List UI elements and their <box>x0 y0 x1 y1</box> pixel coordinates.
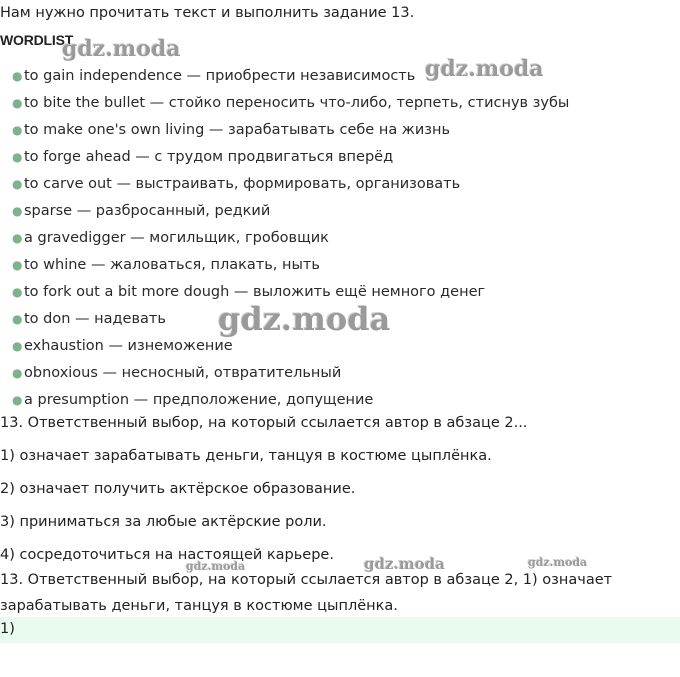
wordlist-item: ● to don — надевать <box>12 311 166 327</box>
intro-text: Нам нужно прочитать текст и выполнить задание 13. <box>0 5 415 21</box>
wordlist-item: ● a presumption — предположение, допущение <box>12 392 374 408</box>
watermark: gdz.moda <box>425 56 544 82</box>
answer-line-2: зарабатывать деньги, танцуя в костюме цыплёнка. <box>0 598 398 614</box>
wordlist-item: ● to bite the bullet — стойко переносить что-либо, терпеть, стиснув зубы <box>12 95 570 111</box>
answer-input[interactable] <box>0 617 680 643</box>
watermark: gdz.moda <box>218 300 391 338</box>
watermark: gdz.moda <box>364 555 445 573</box>
wordlist-item: ● to forge ahead — с трудом продвигаться вперёд <box>12 149 394 165</box>
bullet-icon: ● <box>12 204 23 218</box>
bullet-icon: ● <box>12 339 23 353</box>
answer-line-1: 13. Ответственный выбор, на который ссылается автор в абзаце 2, 1) означает <box>0 572 613 588</box>
wordlist <box>0 66 569 417</box>
bullet-icon: ● <box>12 150 23 164</box>
wordlist-item: ● to fork out a bit more dough — выложить ещё немного денег <box>12 284 486 300</box>
question-text: 13. Ответственный выбор, на который ссылается автор в абзаце 2... <box>0 415 528 431</box>
wordlist-item: ● obnoxious — несносный, отвратительный <box>12 365 342 381</box>
wordlist-item: ● to make one's own living — зарабатывать себе на жизнь <box>12 122 451 138</box>
bullet-icon: ● <box>12 177 23 191</box>
option-3: 3) приниматься за любые актёрские роли. <box>0 514 327 530</box>
wordlist-item: ● a gravedigger — могильщик, гробовщик <box>12 230 329 246</box>
bullet-icon: ● <box>12 393 23 407</box>
option-1: 1) означает зарабатывать деньги, танцуя в костюме цыплёнка. <box>0 448 492 464</box>
wordlist-title: WORDLIST <box>0 32 74 48</box>
bullet-icon: ● <box>12 123 23 137</box>
bullet-icon: ● <box>12 231 23 245</box>
wordlist-item: ● exhaustion — изнеможение <box>12 338 233 354</box>
bullet-icon: ● <box>12 96 23 110</box>
option-4: 4) сосредоточиться на настоящей карьере. <box>0 547 334 563</box>
wordlist-item: ● to carve out — выстраивать, формировать, организовать <box>12 176 461 192</box>
bullet-icon: ● <box>12 69 23 83</box>
wordlist-item: ● to whine — жаловаться, плакать, ныть <box>12 257 320 273</box>
watermark: gdz.moda <box>186 560 246 573</box>
watermark: gdz.moda <box>528 556 588 569</box>
bullet-icon: ● <box>12 258 23 272</box>
bullet-icon: ● <box>12 312 23 326</box>
bullet-icon: ● <box>12 285 23 299</box>
watermark: gdz.moda <box>62 36 181 62</box>
option-2: 2) означает получить актёрское образование. <box>0 481 356 497</box>
wordlist-item: ● to gain independence — приобрести независимость <box>12 68 416 84</box>
wordlist-item: ● sparse — разбросанный, редкий <box>12 203 271 219</box>
bullet-icon: ● <box>12 366 23 380</box>
answer-input-value: 1) <box>0 621 15 637</box>
